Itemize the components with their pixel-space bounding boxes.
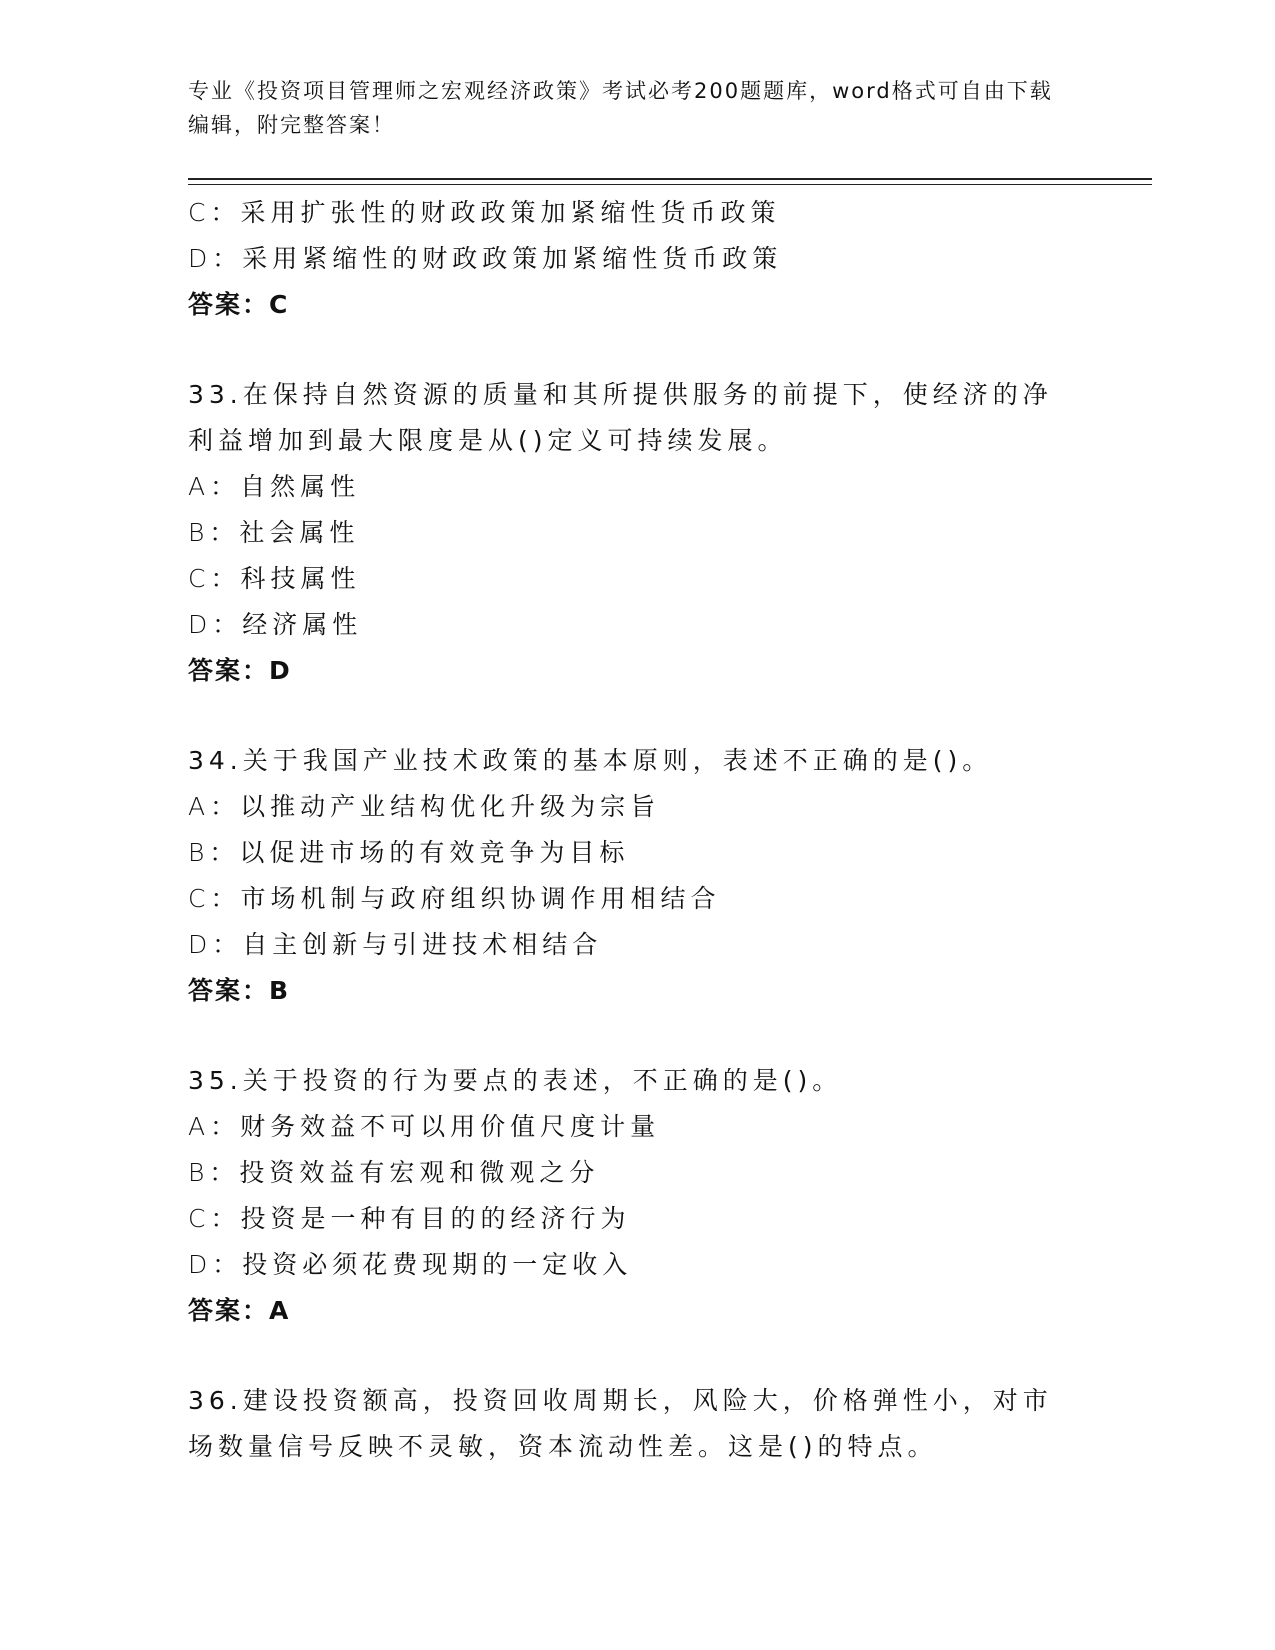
option-d: D：采用紧缩性的财政政策加紧缩性货币政策 — [188, 244, 783, 273]
header-rule-thick — [188, 178, 1152, 180]
question-36 — [188, 1378, 1088, 1470]
option-b: B：投资效益有宏观和微观之分 — [188, 1158, 600, 1187]
option-a: A：以推动产业结构优化升级为宗旨 — [188, 792, 661, 821]
option-d: D：投资必须花费现期的一定收入 — [188, 1250, 633, 1279]
answer-label: 答案： — [188, 290, 270, 319]
option-c: C：市场机制与政府组织协调作用相结合 — [188, 884, 721, 913]
continued-question — [188, 190, 1088, 328]
answer-value: B — [269, 976, 290, 1005]
question-33 — [188, 372, 1088, 694]
question-34 — [188, 738, 1088, 1014]
answer-line — [188, 648, 1088, 694]
option-c: C：采用扩张性的财政政策加紧缩性货币政策 — [188, 198, 781, 227]
option-c: C：投资是一种有目的的经济行为 — [188, 1204, 631, 1233]
question-stem: 33.在保持自然资源的质量和其所提供服务的前提下，使经济的净利益增加到最大限度是从()定义可持续发展。 — [188, 380, 1053, 455]
question-35 — [188, 1058, 1088, 1334]
document-header: 专业《投资项目管理师之宏观经济政策》考试必考200题题库，word格式可自由下载编辑，附完整答案！ — [188, 79, 1053, 137]
question-stem: 36.建设投资额高，投资回收周期长，风险大，价格弹性小，对市场数量信号反映不灵敏，资本流动性差。这是()的特点。 — [188, 1386, 1053, 1461]
answer-line — [188, 282, 1088, 328]
answer-line — [188, 968, 1088, 1014]
answer-value: C — [269, 290, 289, 319]
answer-label: 答案： — [188, 656, 270, 685]
option-b: B：社会属性 — [188, 518, 360, 547]
option-c: C：科技属性 — [188, 564, 361, 593]
answer-line — [188, 1288, 1088, 1334]
option-d: D：自主创新与引进技术相结合 — [188, 930, 603, 959]
question-list — [188, 190, 1088, 1470]
option-a: A：自然属性 — [188, 472, 361, 501]
answer-label: 答案： — [188, 976, 270, 1005]
option-a: A：财务效益不可以用价值尺度计量 — [188, 1112, 661, 1141]
option-d: D：经济属性 — [188, 610, 363, 639]
answer-label: 答案： — [188, 1296, 270, 1325]
question-stem: 35.关于投资的行为要点的表述，不正确的是()。 — [188, 1066, 843, 1095]
header-rule-thin — [188, 184, 1152, 185]
answer-value: A — [269, 1296, 290, 1325]
question-stem: 34.关于我国产业技术政策的基本原则，表述不正确的是()。 — [188, 746, 993, 775]
option-b: B：以促进市场的有效竞争为目标 — [188, 838, 630, 867]
answer-value: D — [269, 656, 291, 685]
